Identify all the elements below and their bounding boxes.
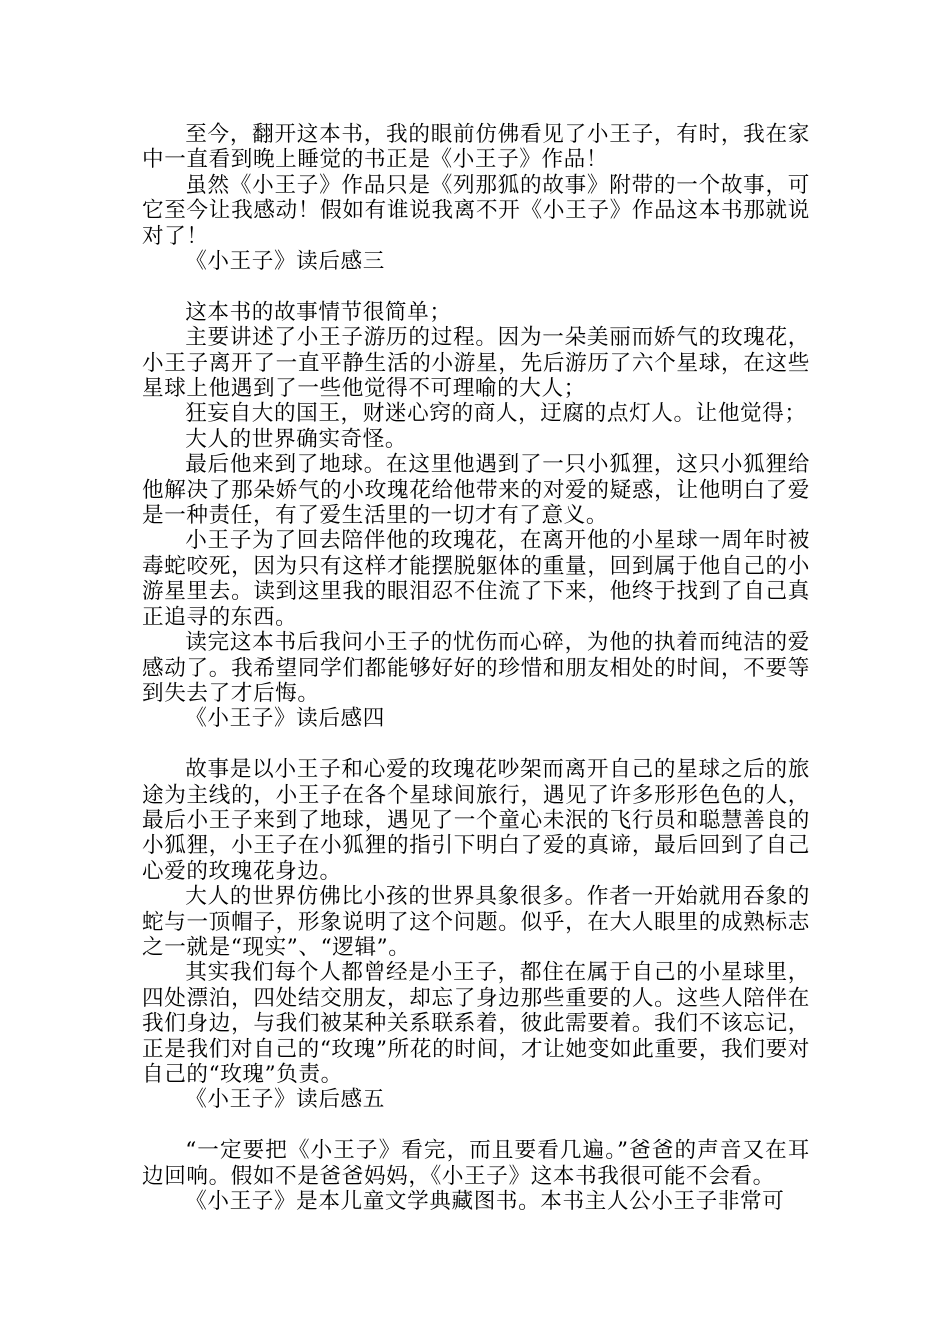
paragraph: “一定要把《小王子》看完，而且要看几遍。”爸爸的声音又在耳边回响。假如不是爸爸妈妈，《小王子》这本书我很可能不会看。 — [142, 1138, 810, 1189]
paragraph: 主要讲述了小王子游历的过程。因为一朵美丽而娇气的玫瑰花，小王子离开了一直平静生活的小游星，先后游历了六个星球，在这些星球上他遇到了一些他觉得不可理喻的大人； — [142, 325, 810, 402]
paragraph: 大人的世界确实奇怪。 — [185, 426, 408, 452]
paragraph: 最后他来到了地球。在这里他遇到了一只小狐狸，这只小狐狸给他解决了那朵娇气的小玫瑰花给他带来的对爱的疑惑，让他明白了爱是一种责任，有了爱生活里的一切才有了意义。 — [142, 452, 810, 529]
section-heading-4: 《小王子》读后感四 — [185, 706, 385, 732]
paragraph: 故事是以小王子和心爱的玫瑰花吵架而离开自己的星球之后的旅途为主线的，小王子在各个星球间旅行，遇见了许多形形色色的人，最后小王子来到了地球，遇见了一个童心未泯的飞行员和聪慧善良的小狐狸，小王子在小狐狸的指引下明白了爱的真谛，最后回到了自己心爱的玫瑰花身边。 — [142, 757, 810, 884]
paragraph: 这本书的故事情节很简单； — [185, 299, 452, 325]
blank-line — [142, 274, 810, 299]
paragraph: 读完这本书后我问小王子的忧伤而心碎，为他的执着而纯洁的爱感动了。我希望同学们都能够好好的珍惜和朋友相处的时间，不要等到失去了才后悔。 — [142, 630, 810, 706]
blank-line — [142, 1113, 810, 1138]
section-heading-3: 《小王子》读后感三 — [185, 249, 385, 275]
paragraph: 《小王子》是本儿童文学典藏图书。本书主人公小王子非常可 — [185, 1189, 785, 1215]
paragraph: 小王子为了回去陪伴他的玫瑰花，在离开他的小星球一周年时被毒蛇咬死，因为只有这样才能摆脱躯体的重量，回到属于他自己的小游星里去。读到这里我的眼泪忍不住流了下来，他终于找到了自己真正追寻的东西。 — [142, 528, 810, 630]
paragraph: 虽然《小王子》作品只是《列那狐的故事》附带的一个故事，可它至今让我感动！假如有谁说我离不开《小王子》作品这本书那就说对了！ — [142, 172, 810, 249]
document-body — [142, 122, 810, 1214]
paragraph: 狂妄自大的国王，财迷心窍的商人，迂腐的点灯人。让他觉得； — [185, 401, 807, 427]
section-heading-5: 《小王子》读后感五 — [185, 1087, 385, 1113]
blank-line — [142, 732, 810, 757]
paragraph: 大人的世界仿佛比小孩的世界具象很多。作者一开始就用吞象的蛇与一顶帽子，形象说明了这个问题。似乎，在大人眼里的成熟标志之一就是“现实”、“逻辑”。 — [142, 884, 810, 960]
paragraph: 其实我们每个人都曾经是小王子，都住在属于自己的小星球里，四处漂泊，四处结交朋友，却忘了身边那些重要的人。这些人陪伴在我们身边，与我们被某种关系联系着，彼此需要着。我们不该忘记，正是我们对自己的“玫瑰”所花的时间，才让她变如此重要，我们要对自己的“玫瑰”负责。 — [142, 960, 810, 1087]
paragraph: 至今，翻开这本书，我的眼前仿佛看见了小王子，有时，我在家中一直看到晚上睡觉的书正是《小王子》作品！ — [142, 122, 810, 173]
